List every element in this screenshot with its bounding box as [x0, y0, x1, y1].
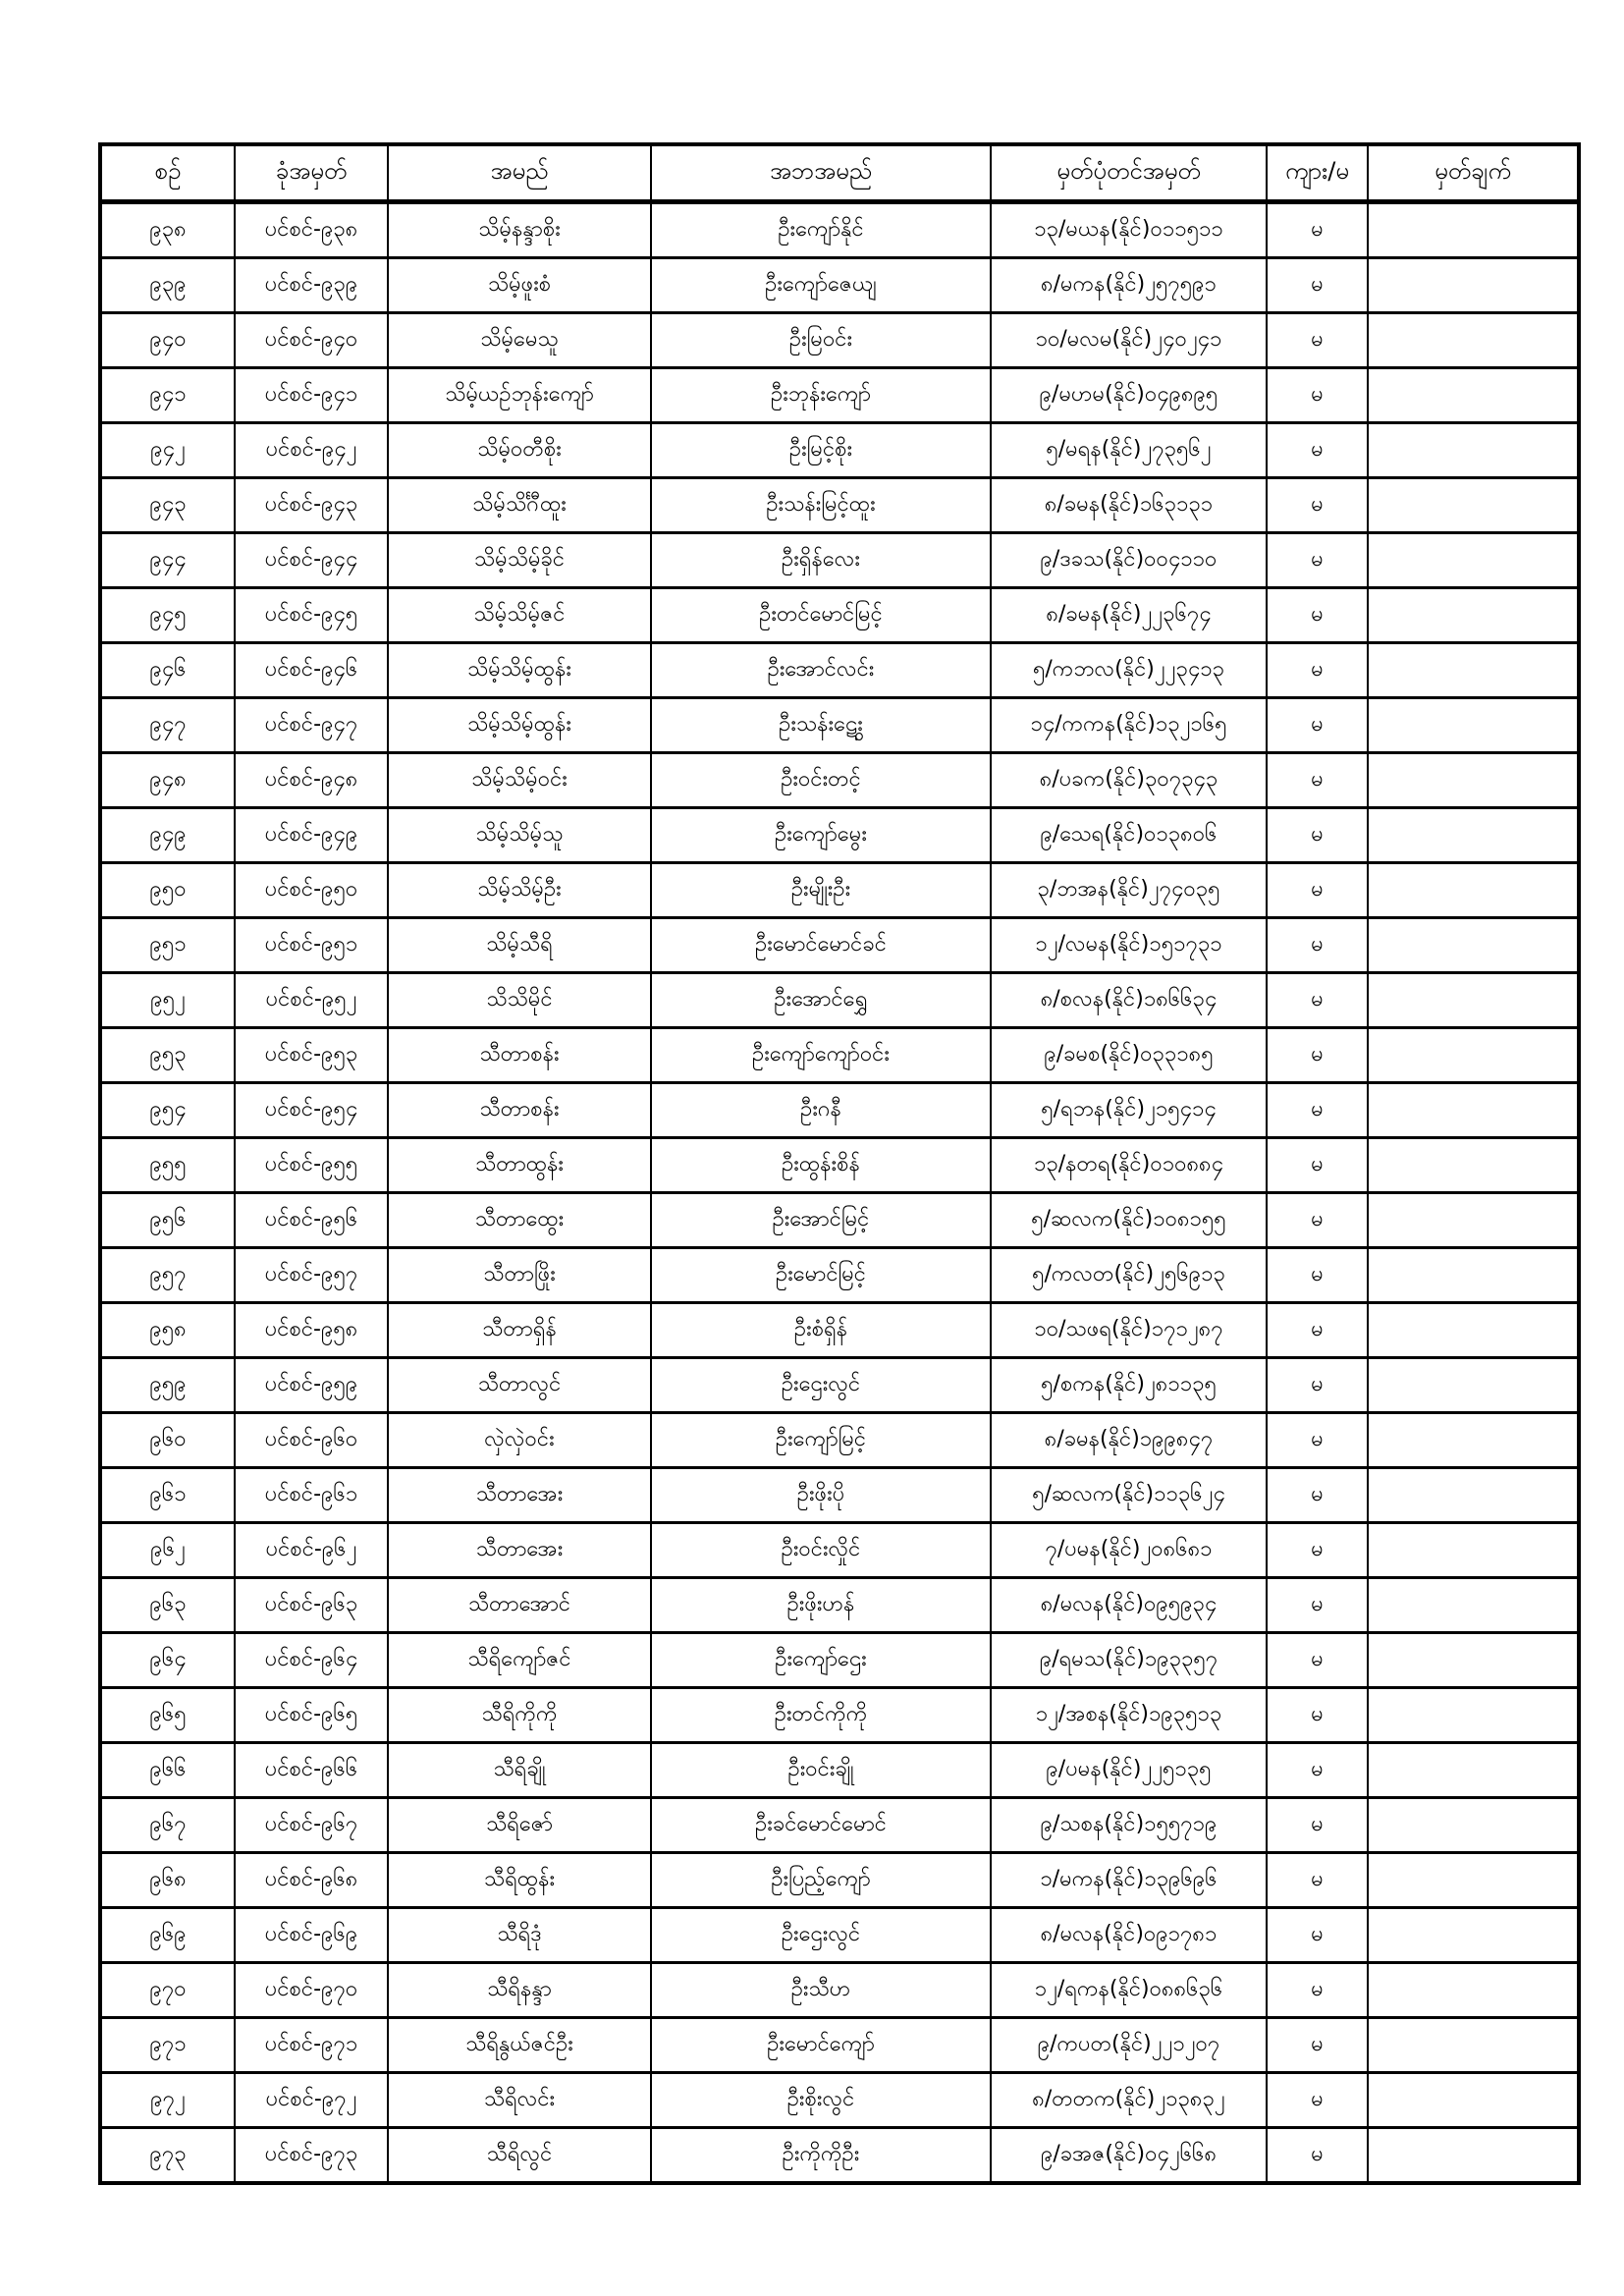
cell-seat-number: ပင်စင်-၉၅၄ [235, 1083, 388, 1138]
cell-sex: မ [1267, 1523, 1368, 1578]
table-row [100, 368, 1579, 423]
cell-father-name: ဦးစိုးလွင် [651, 2073, 991, 2128]
cell-name: သိမ့်သိမ့်ဝင်း [388, 753, 651, 808]
cell-father-name: ဦးမြဝင်း [651, 313, 991, 368]
cell-serial: ၉၅၀ [100, 863, 235, 918]
cell-remark [1368, 698, 1579, 753]
cell-seat-number: ပင်စင်-၉၆၄ [235, 1633, 388, 1688]
cell-father-name: ဦးဝင်းလှိုင် [651, 1523, 991, 1578]
table-body [100, 202, 1579, 2184]
cell-nrc: ၉/သေရ(နိုင်)၀၁၃၈၀၆ [991, 808, 1267, 863]
cell-nrc: ၉/ဒခသ(နိုင်)၀၀၄၁၁၀ [991, 533, 1267, 588]
cell-sex: မ [1267, 258, 1368, 313]
cell-seat-number: ပင်စင်-၉၅၇ [235, 1248, 388, 1303]
cell-remark [1368, 1578, 1579, 1633]
cell-father-name: ဦးမောင်မောင်ခင် [651, 918, 991, 973]
cell-serial: ၉၆၉ [100, 1908, 235, 1963]
cell-seat-number: ပင်စင်-၉၃၈ [235, 202, 388, 258]
table-row [100, 588, 1579, 643]
cell-sex: မ [1267, 1963, 1368, 2018]
table-row [100, 2128, 1579, 2184]
cell-remark [1368, 313, 1579, 368]
cell-nrc: ၁၂/အစန(နိုင်)၁၉၃၅၁၃ [991, 1688, 1267, 1743]
table-row [100, 1798, 1579, 1853]
table-row [100, 1248, 1579, 1303]
cell-nrc: ၉/သစန(နိုင်)၁၅၅၇၁၉ [991, 1798, 1267, 1853]
cell-seat-number: ပင်စင်-၉၄၁ [235, 368, 388, 423]
cell-nrc: ၈/မလန(နိုင်)၀၉၅၉၃၄ [991, 1578, 1267, 1633]
cell-remark [1368, 2128, 1579, 2184]
cell-name: သီတာအေး [388, 1523, 651, 1578]
cell-father-name: ဦးထွန်းစိန် [651, 1138, 991, 1193]
cell-name: သိမ့်မေသူ [388, 313, 651, 368]
header-serial: စဉ် [100, 144, 235, 202]
cell-name: သီရိထွန်း [388, 1853, 651, 1908]
cell-sex: မ [1267, 1908, 1368, 1963]
cell-seat-number: ပင်စင်-၉၆၇ [235, 1798, 388, 1853]
cell-sex: မ [1267, 863, 1368, 918]
cell-sex: မ [1267, 1358, 1368, 1413]
cell-name: သီတာစန်း [388, 1083, 651, 1138]
table-row [100, 1083, 1579, 1138]
cell-remark [1368, 863, 1579, 918]
cell-remark [1368, 973, 1579, 1028]
cell-remark [1368, 1853, 1579, 1908]
cell-serial: ၉၃၈ [100, 202, 235, 258]
table-row [100, 1743, 1579, 1798]
cell-sex: မ [1267, 753, 1368, 808]
cell-serial: ၉၆၂ [100, 1523, 235, 1578]
cell-serial: ၉၆၄ [100, 1633, 235, 1688]
cell-nrc: ၁၃/နတရ(နိုင်)၀၁၀၈၈၄ [991, 1138, 1267, 1193]
cell-nrc: ၅/ဆလက(နိုင်)၁၁၃၆၂၄ [991, 1468, 1267, 1523]
cell-serial: ၉၅၇ [100, 1248, 235, 1303]
table-row [100, 258, 1579, 313]
cell-remark [1368, 1798, 1579, 1853]
cell-nrc: ၁၀/မလမ(နိုင်)၂၄၀၂၄၁ [991, 313, 1267, 368]
cell-father-name: ဦးသီဟ [651, 1963, 991, 2018]
table-row [100, 1523, 1579, 1578]
cell-father-name: ဦးဘုန်းကျော် [651, 368, 991, 423]
cell-name: သီရိလွင် [388, 2128, 651, 2184]
cell-remark [1368, 423, 1579, 478]
cell-sex: မ [1267, 1138, 1368, 1193]
table-row [100, 1633, 1579, 1688]
cell-father-name: ဦးရှိန်လေး [651, 533, 991, 588]
cell-remark [1368, 1688, 1579, 1743]
cell-name: သိမ့်ယဉ်ဘုန်းကျော် [388, 368, 651, 423]
cell-serial: ၉၄၅ [100, 588, 235, 643]
cell-remark [1368, 2018, 1579, 2073]
table-row [100, 1193, 1579, 1248]
cell-sex: မ [1267, 1798, 1368, 1853]
cell-nrc: ၇/ပမန(နိုင်)၂၀၈၆၈၁ [991, 1523, 1267, 1578]
cell-sex: မ [1267, 588, 1368, 643]
cell-remark [1368, 808, 1579, 863]
cell-seat-number: ပင်စင်-၉၅၃ [235, 1028, 388, 1083]
cell-remark [1368, 1193, 1579, 1248]
cell-remark [1368, 368, 1579, 423]
cell-nrc: ၁၂/လမန(နိုင်)၁၅၁၇၃၁ [991, 918, 1267, 973]
cell-serial: ၉၅၆ [100, 1193, 235, 1248]
cell-sex: မ [1267, 918, 1368, 973]
table-row [100, 1028, 1579, 1083]
cell-seat-number: ပင်စင်-၉၄၅ [235, 588, 388, 643]
cell-father-name: ဦးမောင်မြင့် [651, 1248, 991, 1303]
cell-serial: ၉၇၃ [100, 2128, 235, 2184]
cell-sex: မ [1267, 423, 1368, 478]
cell-remark [1368, 1138, 1579, 1193]
cell-sex: မ [1267, 698, 1368, 753]
cell-serial: ၉၆၇ [100, 1798, 235, 1853]
cell-seat-number: ပင်စင်-၉၃၉ [235, 258, 388, 313]
cell-father-name: ဦးကျော်ကျော်ဝင်း [651, 1028, 991, 1083]
cell-sex: မ [1267, 533, 1368, 588]
header-sex: ကျား/မ [1267, 144, 1368, 202]
cell-remark [1368, 258, 1579, 313]
cell-serial: ၉၄၁ [100, 368, 235, 423]
cell-nrc: ၅/မရန(နိုင်)၂၇၃၅၆၂ [991, 423, 1267, 478]
table-row [100, 1468, 1579, 1523]
cell-name: သီရိဇော် [388, 1798, 651, 1853]
table-row [100, 1138, 1579, 1193]
table-row [100, 1358, 1579, 1413]
header-remark: မှတ်ချက် [1368, 144, 1579, 202]
cell-nrc: ၈/တတက(နိုင်)၂၁၃၈၃၂ [991, 2073, 1267, 2128]
cell-name: သိမ့်သိမ့်သူ [388, 808, 651, 863]
table-row [100, 313, 1579, 368]
cell-name: သီတာလွင် [388, 1358, 651, 1413]
table-row [100, 1303, 1579, 1358]
table-row [100, 1688, 1579, 1743]
header-father-name: အဘအမည် [651, 144, 991, 202]
cell-serial: ၉၇၁ [100, 2018, 235, 2073]
cell-name: သိသိမိုင် [388, 973, 651, 1028]
cell-name: သီတာထွေး [388, 1193, 651, 1248]
cell-remark [1368, 918, 1579, 973]
cell-remark [1368, 202, 1579, 258]
cell-father-name: ဦးအောင်လင်း [651, 643, 991, 698]
cell-nrc: ၁/မကန(နိုင်)၁၃၉၆၉၆ [991, 1853, 1267, 1908]
cell-seat-number: ပင်စင်-၉၆၆ [235, 1743, 388, 1798]
cell-father-name: ဦးဌေးလွင် [651, 1358, 991, 1413]
cell-nrc: ၅/စကန(နိုင်)၂၈၁၁၃၅ [991, 1358, 1267, 1413]
cell-nrc: ၅/ကဘလ(နိုင်)၂၂၃၄၁၃ [991, 643, 1267, 698]
cell-remark [1368, 1413, 1579, 1468]
cell-seat-number: ပင်စင်-၉၄၉ [235, 808, 388, 863]
cell-remark [1368, 643, 1579, 698]
cell-remark [1368, 1523, 1579, 1578]
cell-father-name: ဦးဝင်းချို [651, 1743, 991, 1798]
cell-nrc: ၃/ဘအန(နိုင်)၂၇၄၀၃၅ [991, 863, 1267, 918]
cell-name: သီတာဖြိုး [388, 1248, 651, 1303]
cell-serial: ၉၄၄ [100, 533, 235, 588]
table-row [100, 973, 1579, 1028]
cell-seat-number: ပင်စင်-၉၆၅ [235, 1688, 388, 1743]
cell-name: သီရိဒုံ [388, 1908, 651, 1963]
cell-sex: မ [1267, 1193, 1368, 1248]
table-row [100, 918, 1579, 973]
cell-remark [1368, 1303, 1579, 1358]
header-name: အမည် [388, 144, 651, 202]
cell-seat-number: ပင်စင်-၉၆၉ [235, 1908, 388, 1963]
cell-sex: မ [1267, 808, 1368, 863]
cell-remark [1368, 753, 1579, 808]
cell-name: သိမ့်သိမ့်ခိုင် [388, 533, 651, 588]
cell-seat-number: ပင်စင်-၉၄၃ [235, 478, 388, 533]
cell-serial: ၉၆၃ [100, 1578, 235, 1633]
cell-remark [1368, 1633, 1579, 1688]
cell-serial: ၉၅၈ [100, 1303, 235, 1358]
cell-serial: ၉၄၆ [100, 643, 235, 698]
header-nrc: မှတ်ပုံတင်အမှတ် [991, 144, 1267, 202]
cell-sex: မ [1267, 1853, 1368, 1908]
cell-name: လှဲလှဲဝင်း [388, 1413, 651, 1468]
cell-serial: ၉၄၈ [100, 753, 235, 808]
cell-seat-number: ပင်စင်-၉၅၂ [235, 973, 388, 1028]
cell-father-name: ဦးတင်ကိုကို [651, 1688, 991, 1743]
cell-nrc: ၈/ခမန(နိုင်)၁၆၃၁၃၁ [991, 478, 1267, 533]
document-page [98, 142, 1577, 2185]
cell-sex: မ [1267, 1083, 1368, 1138]
cell-seat-number: ပင်စင်-၉၄၇ [235, 698, 388, 753]
cell-sex: မ [1267, 1578, 1368, 1633]
cell-seat-number: ပင်စင်-၉၄၈ [235, 753, 388, 808]
cell-father-name: ဦးအောင်ရွှေ [651, 973, 991, 1028]
cell-sex: မ [1267, 973, 1368, 1028]
cell-father-name: ဦးကျော်မြင့် [651, 1413, 991, 1468]
cell-father-name: ဦးပြည့်ကျော် [651, 1853, 991, 1908]
cell-name: သိမ့်သိင်္ဂီထူး [388, 478, 651, 533]
cell-sex: မ [1267, 1248, 1368, 1303]
cell-father-name: ဦးအောင်မြင့် [651, 1193, 991, 1248]
cell-seat-number: ပင်စင်-၉၅၀ [235, 863, 388, 918]
cell-sex: မ [1267, 1468, 1368, 1523]
cell-sex: မ [1267, 1413, 1368, 1468]
table-row [100, 1908, 1579, 1963]
cell-father-name: ဦးခင်မောင်မောင် [651, 1798, 991, 1853]
table-row [100, 808, 1579, 863]
cell-seat-number: ပင်စင်-၉၄၀ [235, 313, 388, 368]
cell-serial: ၉၅၅ [100, 1138, 235, 1193]
cell-serial: ၉၄၀ [100, 313, 235, 368]
cell-seat-number: ပင်စင်-၉၄၆ [235, 643, 388, 698]
cell-name: သီရိနန္ဒာ [388, 1963, 651, 2018]
cell-name: သိမ့်သီရိ [388, 918, 651, 973]
cell-name: သိမ့်သိမ့်ဇင် [388, 588, 651, 643]
cell-nrc: ၈/မလန(နိုင်)၀၉၁၇၈၁ [991, 1908, 1267, 1963]
table-row [100, 863, 1579, 918]
cell-nrc: ၉/ရမသ(နိုင်)၁၉၃၃၅၇ [991, 1633, 1267, 1688]
cell-remark [1368, 478, 1579, 533]
cell-nrc: ၁၂/ရကန(နိုင်)၀၈၈၆၃၆ [991, 1963, 1267, 2018]
cell-father-name: ဦးဖိုးဟန် [651, 1578, 991, 1633]
cell-father-name: ဦးကျော်ဌေး [651, 1633, 991, 1688]
table-row [100, 643, 1579, 698]
cell-remark [1368, 533, 1579, 588]
cell-nrc: ၉/ပမန(နိုင်)၂၂၅၁၃၅ [991, 1743, 1267, 1798]
cell-remark [1368, 1743, 1579, 1798]
cell-serial: ၉၄၃ [100, 478, 235, 533]
cell-serial: ၉၅၂ [100, 973, 235, 1028]
cell-nrc: ၉/မဟမ(နိုင်)၀၄၉၈၉၅ [991, 368, 1267, 423]
cell-sex: မ [1267, 1633, 1368, 1688]
cell-name: သိမ့်သိမ့်ထွန်း [388, 698, 651, 753]
cell-sex: မ [1267, 1743, 1368, 1798]
cell-nrc: ၈/ပခက(နိုင်)၃၀၇၃၄၃ [991, 753, 1267, 808]
cell-nrc: ၅/ကလတ(နိုင်)၂၅၆၉၁၃ [991, 1248, 1267, 1303]
cell-name: သီရိလင်း [388, 2073, 651, 2128]
cell-name: သိမ့်သိမ့်ထွန်း [388, 643, 651, 698]
cell-remark [1368, 1908, 1579, 1963]
cell-father-name: ဦးကျော်မွေး [651, 808, 991, 863]
cell-sex: မ [1267, 643, 1368, 698]
cell-father-name: ဦးဂနီ [651, 1083, 991, 1138]
cell-seat-number: ပင်စင်-၉၄၄ [235, 533, 388, 588]
cell-seat-number: ပင်စင်-၉၇၀ [235, 1963, 388, 2018]
cell-father-name: ဦးကျော်နိုင် [651, 202, 991, 258]
cell-seat-number: ပင်စင်-၉၆၈ [235, 1853, 388, 1908]
cell-name: သီတာအေး [388, 1468, 651, 1523]
cell-remark [1368, 1963, 1579, 2018]
cell-name: သီတာရှိန် [388, 1303, 651, 1358]
cell-seat-number: ပင်စင်-၉၅၅ [235, 1138, 388, 1193]
cell-remark [1368, 1028, 1579, 1083]
cell-name: သီတာအောင် [388, 1578, 651, 1633]
cell-serial: ၉၅၉ [100, 1358, 235, 1413]
cell-serial: ၉၆၈ [100, 1853, 235, 1908]
table-row [100, 1963, 1579, 2018]
cell-nrc: ၅/ဆလက(နိုင်)၁၀၈၁၅၅ [991, 1193, 1267, 1248]
cell-seat-number: ပင်စင်-၉၆၃ [235, 1578, 388, 1633]
cell-sex: မ [1267, 2018, 1368, 2073]
cell-name: သီရိကိုကို [388, 1688, 651, 1743]
cell-remark [1368, 2073, 1579, 2128]
cell-serial: ၉၄၂ [100, 423, 235, 478]
cell-name: သီတာစန်း [388, 1028, 651, 1083]
cell-sex: မ [1267, 478, 1368, 533]
cell-seat-number: ပင်စင်-၉၆၀ [235, 1413, 388, 1468]
cell-seat-number: ပင်စင်-၉၇၃ [235, 2128, 388, 2184]
cell-sex: မ [1267, 2073, 1368, 2128]
cell-nrc: ၉/ခအဇ(နိုင်)၀၄၂၆၆၈ [991, 2128, 1267, 2184]
cell-sex: မ [1267, 368, 1368, 423]
table-row [100, 753, 1579, 808]
cell-sex: မ [1267, 1028, 1368, 1083]
cell-sex: မ [1267, 313, 1368, 368]
header-row [100, 144, 1579, 202]
table-row [100, 2073, 1579, 2128]
table-row [100, 2018, 1579, 2073]
cell-nrc: ၁၃/မယန(နိုင်)၀၁၁၅၁၁ [991, 202, 1267, 258]
cell-father-name: ဦးသန်းမြင့်ထူး [651, 478, 991, 533]
cell-name: သီတာထွန်း [388, 1138, 651, 1193]
cell-seat-number: ပင်စင်-၉၅၉ [235, 1358, 388, 1413]
cell-serial: ၉၇၀ [100, 1963, 235, 2018]
table-row [100, 478, 1579, 533]
cell-father-name: ဦးမျိုးဦး [651, 863, 991, 918]
cell-serial: ၉၆၆ [100, 1743, 235, 1798]
cell-name: သီရိနွယ်ဇင်ဦး [388, 2018, 651, 2073]
cell-serial: ၉၅၃ [100, 1028, 235, 1083]
cell-serial: ၉၆၅ [100, 1688, 235, 1743]
cell-sex: မ [1267, 1688, 1368, 1743]
cell-father-name: ဦးသန်းဋွေး [651, 698, 991, 753]
cell-father-name: ဦးတင်မောင်မြင့် [651, 588, 991, 643]
cell-father-name: ဦးကျော်ဇေယျ [651, 258, 991, 313]
cell-seat-number: ပင်စင်-၉၆၂ [235, 1523, 388, 1578]
cell-nrc: ၉/ခမစ(နိုင်)၀၃၃၁၈၅ [991, 1028, 1267, 1083]
cell-remark [1368, 588, 1579, 643]
cell-father-name: ဦးဝင်းတင့် [651, 753, 991, 808]
cell-sex: မ [1267, 1303, 1368, 1358]
cell-serial: ၉၃၉ [100, 258, 235, 313]
cell-nrc: ၈/ခမန(နိုင်)၂၂၃၆၇၄ [991, 588, 1267, 643]
cell-nrc: ၉/ကပတ(နိုင်)၂၂၁၂၀၇ [991, 2018, 1267, 2073]
table-row [100, 1413, 1579, 1468]
table-row [100, 533, 1579, 588]
cell-name: သိမ့်သိမ့်ဦး [388, 863, 651, 918]
cell-sex: မ [1267, 2128, 1368, 2184]
cell-seat-number: ပင်စင်-၉၆၁ [235, 1468, 388, 1523]
cell-father-name: ဦးဖိုးပို [651, 1468, 991, 1523]
cell-serial: ၉၅၄ [100, 1083, 235, 1138]
cell-seat-number: ပင်စင်-၉၅၁ [235, 918, 388, 973]
header-seat-number: ခုံအမှတ် [235, 144, 388, 202]
cell-serial: ၉၄၉ [100, 808, 235, 863]
cell-father-name: ဦးမြင့်စိုး [651, 423, 991, 478]
cell-serial: ၉၆၁ [100, 1468, 235, 1523]
cell-seat-number: ပင်စင်-၉၇၂ [235, 2073, 388, 2128]
cell-serial: ၉၇၂ [100, 2073, 235, 2128]
cell-name: သီရိကျော်ဇင် [388, 1633, 651, 1688]
cell-serial: ၉၆၀ [100, 1413, 235, 1468]
cell-name: သိမ့်ဝတီစိုး [388, 423, 651, 478]
cell-remark [1368, 1248, 1579, 1303]
cell-name: သိမ့်ဖူးစံ [388, 258, 651, 313]
cell-remark [1368, 1468, 1579, 1523]
cell-nrc: ၁၀/သဖရ(နိုင်)၁၇၁၂၈၇ [991, 1303, 1267, 1358]
cell-name: သီရိချို [388, 1743, 651, 1798]
cell-serial: ၉၄၇ [100, 698, 235, 753]
roster-table [98, 142, 1581, 2185]
table-row [100, 1578, 1579, 1633]
cell-father-name: ဦးမောင်ကျော် [651, 2018, 991, 2073]
cell-remark [1368, 1083, 1579, 1138]
cell-seat-number: ပင်စင်-၉၅၈ [235, 1303, 388, 1358]
table-row [100, 202, 1579, 258]
cell-father-name: ဦးစံရှိန် [651, 1303, 991, 1358]
table-row [100, 1853, 1579, 1908]
cell-remark [1368, 1358, 1579, 1413]
cell-name: သိမ့်နန္ဒာစိုး [388, 202, 651, 258]
cell-seat-number: ပင်စင်-၉၇၁ [235, 2018, 388, 2073]
table-row [100, 698, 1579, 753]
cell-seat-number: ပင်စင်-၉၄၂ [235, 423, 388, 478]
cell-nrc: ၁၄/ကကန(နိုင်)၁၃၂၁၆၅ [991, 698, 1267, 753]
cell-nrc: ၈/မကန(နိုင်)၂၅၇၅၉၁ [991, 258, 1267, 313]
table-row [100, 423, 1579, 478]
cell-father-name: ဦးကိုကိုဦး [651, 2128, 991, 2184]
cell-nrc: ၈/စလန(နိုင်)၁၈၆၆၃၄ [991, 973, 1267, 1028]
cell-nrc: ၅/ရဘန(နိုင်)၂၁၅၄၁၄ [991, 1083, 1267, 1138]
cell-sex: မ [1267, 202, 1368, 258]
cell-serial: ၉၅၁ [100, 918, 235, 973]
cell-father-name: ဦးဌေးလွင် [651, 1908, 991, 1963]
cell-seat-number: ပင်စင်-၉၅၆ [235, 1193, 388, 1248]
cell-nrc: ၈/ခမန(နိုင်)၁၉၉၈၄၇ [991, 1413, 1267, 1468]
